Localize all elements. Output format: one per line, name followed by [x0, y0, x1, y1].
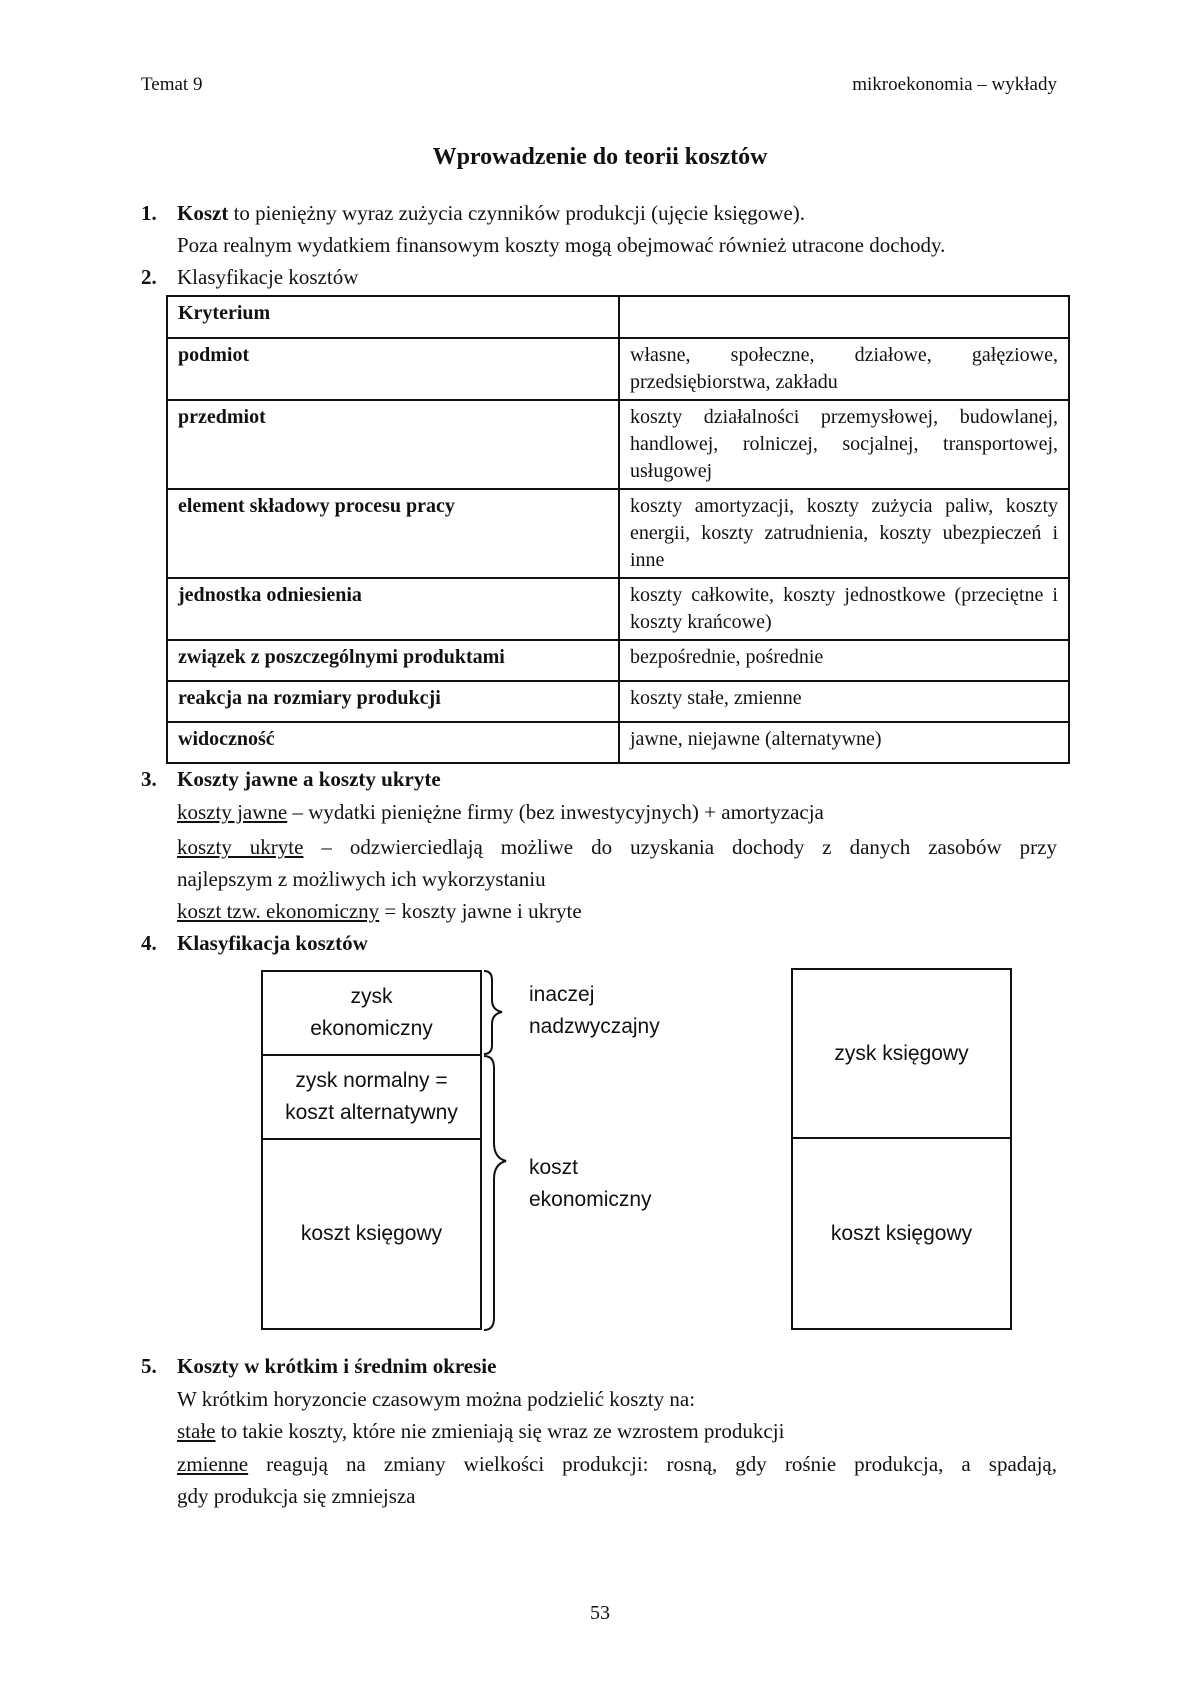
brace-bottom-label	[529, 1152, 652, 1216]
section4-number: 4.	[141, 931, 157, 955]
economic-profit-cell	[263, 972, 480, 1056]
section5-line3-cont: gdy produkcja się zmniejsza	[177, 1484, 416, 1508]
table-row	[167, 400, 1069, 489]
brace-top-label-2: nadzwyczajny	[529, 1015, 660, 1038]
accounting-profit-label: zysk księgowy	[834, 1041, 969, 1065]
economic-profit-label-2: ekonomiczny	[310, 1017, 433, 1040]
accounting-box	[791, 968, 1012, 1330]
table-header-row	[167, 296, 1069, 338]
table-cell-values: koszty działalności przemysłowej, budowlanej, handlowej, rolniczej, socjalnej, transportowej, usługowej	[619, 400, 1069, 489]
normal-profit-cell	[263, 1056, 480, 1140]
table-cell-criterion: przedmiot	[167, 400, 619, 489]
table-cell-criterion: element składowy procesu pracy	[167, 489, 619, 578]
section1-term: Koszt	[177, 201, 229, 225]
section2-heading: Klasyfikacje kosztów	[177, 265, 359, 289]
section3-line3: koszt tzw. ekonomiczny = koszty jawne i ukryte	[177, 899, 582, 923]
table-cell-values: koszty całkowite, koszty jednostkowe (przeciętne i koszty krańcowe)	[619, 578, 1069, 640]
section3-number: 3.	[141, 767, 157, 791]
table-row	[167, 489, 1069, 578]
table-cell-criterion: podmiot	[167, 338, 619, 400]
table-cell-values: jawne, niejawne (alternatywne)	[619, 722, 1069, 763]
page-title: Wprowadzenie do teorii kosztów	[432, 144, 768, 170]
section5-heading: Koszty w krótkim i średnim okresie	[177, 1354, 497, 1378]
accounting-profit-cell	[793, 970, 1010, 1139]
economic-profit-label-1: zysk	[350, 985, 393, 1008]
accounting-cost-label-right: koszt księgowy	[830, 1221, 973, 1245]
table-cell-values: bezpośrednie, pośrednie	[619, 640, 1069, 681]
section5-line3: zmienne reagują na zmiany wielkości produkcji: rosną, gdy rośnie produkcja, a spadają,	[177, 1452, 1057, 1476]
accounting-cost-cell-left	[263, 1140, 480, 1328]
table-cell-criterion: jednostka odniesienia	[167, 578, 619, 640]
header-left: Temat 9	[141, 74, 203, 95]
brace-group	[482, 968, 512, 1334]
table-header-empty	[619, 296, 1069, 338]
brace-top-label-1: inaczej	[529, 983, 595, 1006]
page-number: 53	[590, 1602, 610, 1624]
table-cell-criterion: związek z poszczególnymi produktami	[167, 640, 619, 681]
section3-line2: koszty ukryte – odzwierciedlają możliwe do uzyskania dochody z danych zasobów przy	[177, 835, 1057, 859]
section2-number: 2.	[141, 265, 157, 289]
normal-profit-label-2: koszt alternatywny	[285, 1101, 458, 1124]
table-cell-values: koszty amortyzacji, koszty zużycia paliw, koszty energii, koszty zatrudnienia, koszty ubezpieczeń i inne	[619, 489, 1069, 578]
header-right: mikroekonomia – wykłady	[852, 74, 1057, 95]
table-cell-criterion: widoczność	[167, 722, 619, 763]
table-row	[167, 681, 1069, 722]
brace-bottom	[484, 1056, 506, 1330]
accounting-cost-cell-right	[793, 1139, 1010, 1328]
table-row	[167, 578, 1069, 640]
accounting-cost-label-left: koszt księgowy	[300, 1222, 443, 1245]
section1-line2: Poza realnym wydatkiem finansowym koszty mogą obejmować również utracone dochody.	[177, 233, 946, 257]
section5-number: 5.	[141, 1354, 157, 1378]
table-row	[167, 338, 1069, 400]
table-row	[167, 722, 1069, 763]
section5-line2: stałe to takie koszty, które nie zmieniają się wraz ze wzrostem produkcji	[177, 1419, 785, 1443]
brace-top	[484, 971, 502, 1054]
section5-line1: W krótkim horyzoncie czasowym można podzielić koszty na:	[177, 1387, 696, 1411]
brace-bottom-label-2: ekonomiczny	[529, 1188, 652, 1211]
table-cell-values: własne, społeczne, działowe, gałęziowe, przedsiębiorstwa, zakładu	[619, 338, 1069, 400]
table-header-criterion: Kryterium	[167, 296, 619, 338]
section4-heading: Klasyfikacja kosztów	[177, 931, 368, 955]
table-cell-values: koszty stałe, zmienne	[619, 681, 1069, 722]
classification-table	[166, 295, 1070, 764]
economic-cost-box	[261, 970, 482, 1330]
table-cell-criterion: reakcja na rozmiary produkcji	[167, 681, 619, 722]
section3-heading: Koszty jawne a koszty ukryte	[177, 767, 441, 791]
section3-line2-cont: najlepszym z możliwych ich wykorzystaniu	[177, 867, 546, 891]
brace-bottom-label-1: koszt	[529, 1156, 579, 1179]
brace-top-label	[529, 979, 660, 1043]
section1-number: 1.	[141, 201, 157, 225]
normal-profit-label-1: zysk normalny =	[295, 1069, 448, 1092]
section1-line1: Koszt to pieniężny wyraz zużycia czynników produkcji (ujęcie księgowe).	[177, 201, 806, 225]
table-row	[167, 640, 1069, 681]
section3-line1: koszty jawne – wydatki pieniężne firmy (bez inwestycyjnych) + amortyzacja	[177, 800, 824, 824]
